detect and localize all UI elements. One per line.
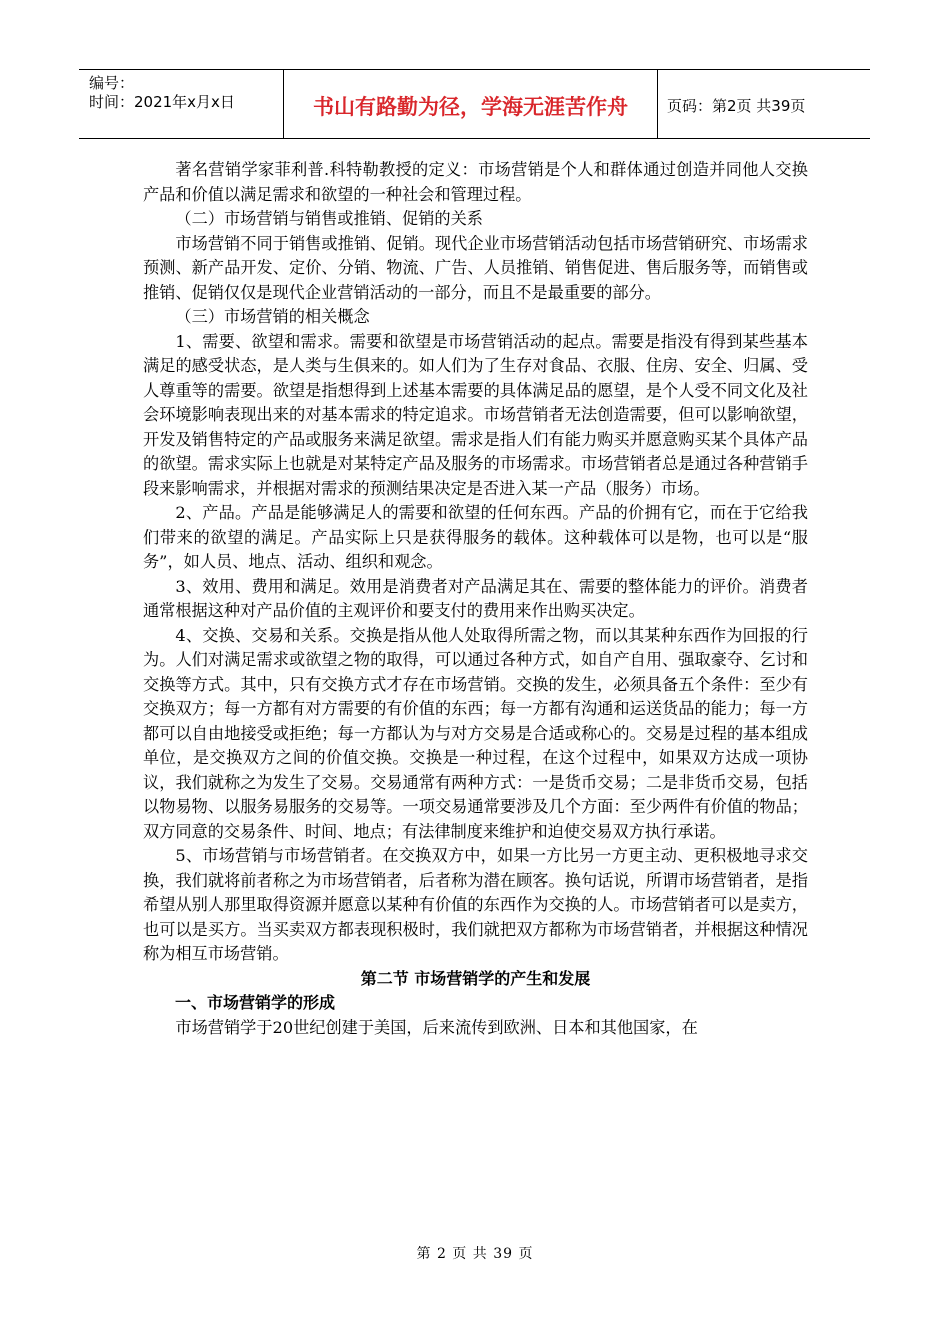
header-motto: 书山有路勤为径，学海无涯苦作舟 xyxy=(284,70,658,138)
page-footer: 第 2 页 共 39 页 xyxy=(416,1246,534,1262)
paragraph-needs: 1、需要、欲望和需求。需要和欲望是市场营销活动的起点。需要是指没有得到某些基本满足的感受状态，是人类与生俱来的。如人们为了生存对食品、衣服、住房、安全、归属、受人尊重等的需要。欲望是指想得到上述基本需要的具体满足品的愿望，是个人受不同文化及社会环境影响表现出来的对基本需求的特定追求。市场营销者无法创造需要，但可以影响欲望，开发及销售特定的产品或服务来满足欲望。需求是指人们有能力购买并愿意购买某个具体产品的欲望。需求实际上也就是对某特定产品及服务的市场需求。市场营销者总是通过各种营销手段来影响需求，并根据对需求的预测结果决定是否进入某一产品（服务）市场。 xyxy=(143,331,808,498)
header-page-info: 页码：第2页 共39页 xyxy=(667,96,806,115)
paragraph-relation: 市场营销不同于销售或推销、促销。现代企业市场营销活动包括市场营销研究、市场需求预测、新产品开发、定价、分销、物流、广告、人员推销、销售促进、售后服务等，而销售或推销、促销仅仅是现代企业营销活动的一部分，而且不是最重要的部分。 xyxy=(143,233,808,302)
page-header xyxy=(79,69,870,139)
header-number-label: 编号： xyxy=(89,74,135,92)
paragraph-formation: 市场营销学于20世纪创建于美国，后来流传到欧洲、日本和其他国家，在 xyxy=(175,1017,698,1037)
paragraph-marketer: 5、市场营销与市场营销者。在交换双方中，如果一方比另一方更主动、更积极地寻求交换，我们就将前者称之为市场营销者，后者称为潜在顾客。换句话说，所谓市场营销者，是指希望从别人那里取得资源并愿意以某种有价值的东西作为交换的人。市场营销者可以是卖方，也可以是买方。当买卖双方都表现积极时，我们就把双方都称为市场营销者，并根据这种情况称为相互市场营销。 xyxy=(143,846,808,963)
paragraph-utility: 3、效用、费用和满足。效用是消费者对产品满足其在、需要的整体能力的评价。消费者通常根据这种对产品价值的主观评价和要支付的费用来作出购买决定。 xyxy=(143,576,808,620)
header-meta xyxy=(79,70,284,138)
document-body xyxy=(143,158,808,1040)
paragraph-definition: 著名营销学家菲利普.科特勒教授的定义：市场营销是个人和群体通过创造并同他人交换产品和价值以满足需求和欲望的一种社会和管理过程。 xyxy=(143,160,808,204)
heading-concepts: （三）市场营销的相关概念 xyxy=(175,307,370,326)
sub-title: 一、市场营销学的形成 xyxy=(175,993,336,1012)
section-title: 第二节 市场营销学的产生和发展 xyxy=(360,968,591,988)
header-date: 时间：2021年x月x日 xyxy=(89,93,235,111)
paragraph-product: 2、产品。产品是能够满足人的需要和欲望的任何东西。产品的价拥有它，而在于它给我们带来的欲望的满足。产品实际上只是获得服务的载体。这种载体可以是物，也可以是“服务”，如人员、地点、活动、组织和观念。 xyxy=(143,503,808,571)
paragraph-exchange: 4、交换、交易和关系。交换是指从他人处取得所需之物，而以其某种东西作为回报的行为。人们对满足需求或欲望之物的取得，可以通过各种方式，如自产自用、强取豪夺、乞讨和交换等方式。其中，只有交换方式才存在市场营销。交换的发生，必须具备五个条件：至少有交换双方；每一方都有对方需要的有价值的东西；每一方都有沟通和运送货品的能力；每一方都可以自由地接受或拒绝；每一方都认为与对方交易是合适或称心的。交易是过程的基本组成单位，是交换双方之间的价值交换。交换是一种过程，在这个过程中，如果双方达成一项协议，我们就称之为发生了交易。交易通常有两种方式：一是货币交易；二是非货币交易，包括以物易物、以服务易服务的交易等。一项交易通常要涉及几个方面：至少两件有价值的物品；双方同意的交易条件、时间、地点；有法律制度来维护和迫使交易双方执行承诺。 xyxy=(143,625,808,841)
heading-relation: （二）市场营销与销售或推销、促销的关系 xyxy=(175,209,483,228)
